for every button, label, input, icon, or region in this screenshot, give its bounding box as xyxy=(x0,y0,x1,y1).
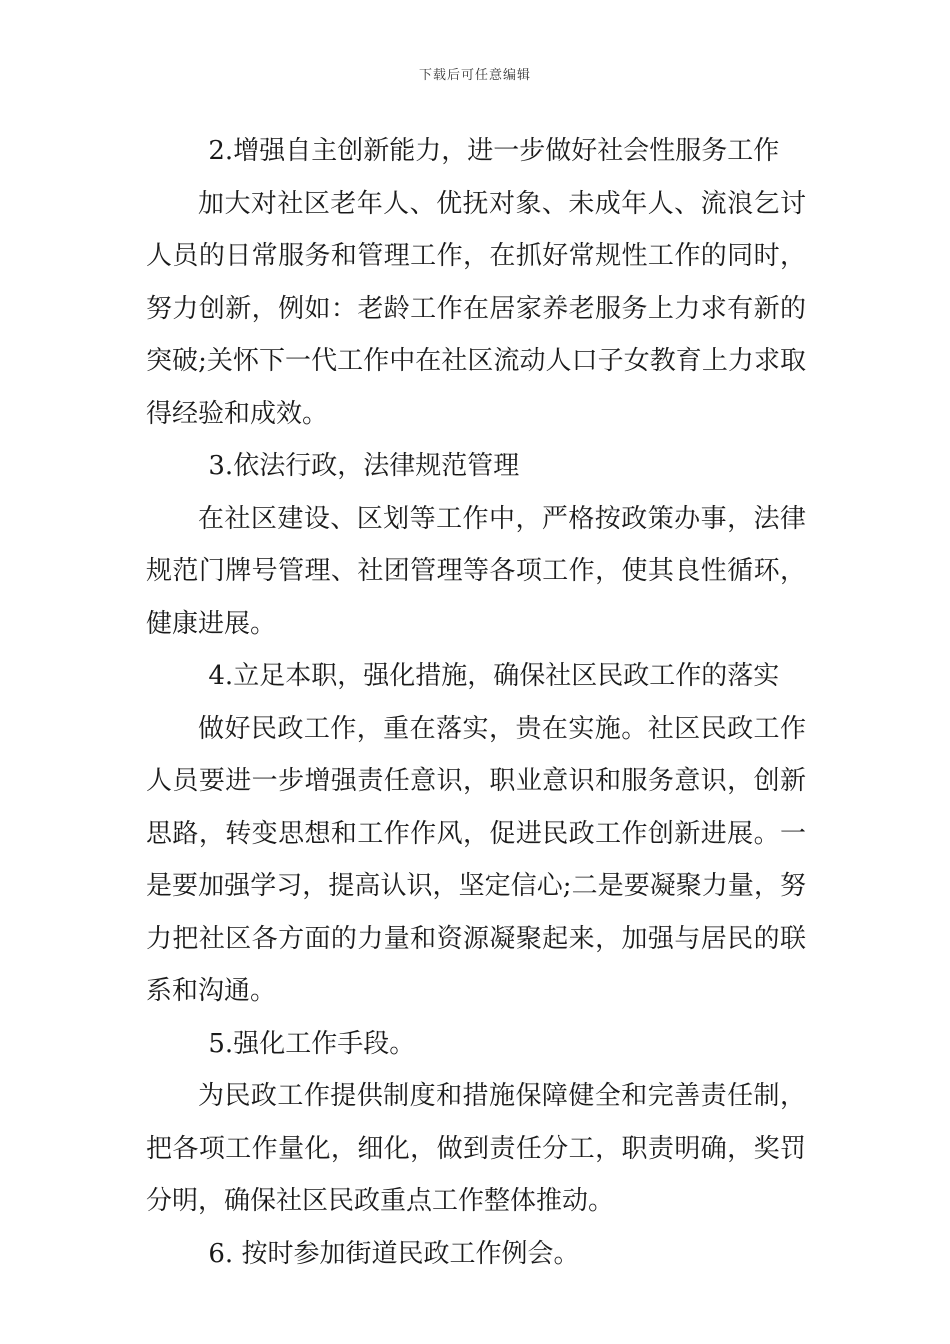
section-body-3: 在社区建设、区划等工作中，严格按政策办事，法律规范门牌号管理、社团管理等各项工作，使其良性循环，健康进展。 xyxy=(146,503,806,639)
section-heading-6: 6. 按时参加街道民政工作例会。 xyxy=(208,1238,580,1269)
section-heading-2: 2.增强自主创新能力，进一步做好社会性服务工作 xyxy=(208,136,780,166)
section-heading-4: 4.立足本职，强化措施，确保社区民政工作的落实 xyxy=(208,661,780,691)
section-heading-3: 3.依法行政，法律规范管理 xyxy=(208,451,520,481)
document-body xyxy=(146,125,806,1280)
section-body-2: 加大对社区老年人、优抚对象、未成年人、流浪乞讨人员的日常服务和管理工作，在抓好常规性工作的同时，努力创新，例如：老龄工作在居家养老服务上力求有新的突破;关怀下一代工作中在社区流动人口子女教育上力求取得经验和成效。 xyxy=(146,188,806,429)
section-heading-5: 5.强化工作手段。 xyxy=(208,1028,416,1059)
section-body-4: 做好民政工作，重在落实，贵在实施。社区民政工作人员要进一步增强责任意识，职业意识和服务意识，创新思路，转变思想和工作作风，促进民政工作创新进展。一是要加强学习，提高认识，坚定信心;二是要凝聚力量，努力把社区各方面的力量和资源凝聚起来，加强与居民的联系和沟通。 xyxy=(146,713,806,1006)
section-body-5: 为民政工作提供制度和措施保障健全和完善责任制，把各项工作量化，细化，做到责任分工，职责明确，奖罚分明，确保社区民政重点工作整体推动。 xyxy=(146,1081,806,1216)
page-header: 下载后可任意编辑 xyxy=(418,68,531,83)
